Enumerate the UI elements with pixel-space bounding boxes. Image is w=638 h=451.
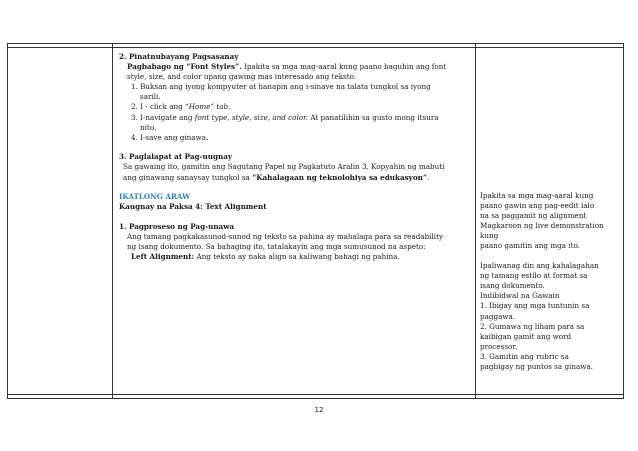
- topic-heading: Kaugnay na Paksa 4: Text Alignment: [119, 202, 267, 212]
- application-line2: ang ginawang sanaysay tungkol sa “Kahalagaan ng teknolohiya sa edukasyon”.: [123, 172, 430, 182]
- step-1: 1. Buksan ang iyong kompyuter at hanapin ang i-sinave na talata tungkol sa iyong: [131, 82, 431, 92]
- remark-line: kaibigan gamit ang word: [480, 331, 572, 341]
- remark-line: kung: [480, 231, 499, 241]
- column-divider-right: [475, 44, 476, 398]
- remark-line: paano gamitin ang mga ito.: [480, 241, 580, 251]
- step-1-cont: sarili.: [140, 92, 161, 102]
- remark-line: Indibidwal na Gawain: [480, 291, 560, 301]
- step-3-cont: nito.: [140, 122, 157, 132]
- table-bottom-double-rule: [8, 394, 623, 395]
- remark-line: processor.: [480, 341, 518, 351]
- section-processing-heading: 1. Pagproseso ng Pag-unawa: [119, 221, 235, 231]
- step-2: 2. I - click ang “Home” tab.: [131, 102, 231, 112]
- page-number: 12: [314, 406, 324, 414]
- guided-practice-intro: Pagbabago ng “Font Styles”. Ipakita sa mga mag-aaral kung paano baguhin ang font: [127, 62, 447, 72]
- remark-line: paano gawin ang pag-eedit lalo: [480, 201, 595, 211]
- guided-practice-intro-line2: style, size, and color upang gawing mas interesado ang teksto.: [127, 72, 357, 82]
- column-divider-left: [112, 44, 113, 398]
- day-label: IKATLONG ARAW: [119, 192, 191, 202]
- application-line1: Sa gawaing ito, gamitin ang Sagutang Papel ng Pagkatuto Aralin 3. Kopyahin ng mabuti: [123, 162, 445, 172]
- remark-line: 1. Ibigay ang mga tuntunin sa: [480, 301, 590, 311]
- step-3: 3. I-navigate ang font type, style, size, and color. At panatilihin sa gusto mong itsura: [131, 112, 439, 122]
- section-guided-practice-heading: 2. Pinatnubayang Pagsasanay: [119, 52, 239, 61]
- section-application-heading: 3. Paglalapat at Pag-uugnay: [119, 152, 233, 162]
- remark-line: Magkaroon ng live demonstration: [480, 221, 604, 231]
- left-alignment-item: Left Alignment: Ang teksto ay naka align sa kaliwang bahagi ng pahina.: [131, 252, 400, 262]
- remark-line: 3. Gamitin ang rubric sa: [480, 351, 569, 361]
- remark-line: 2. Gumawa ng liham para sa: [480, 321, 585, 331]
- remark-line: pagbigay ng puntos sa ginawa.: [480, 362, 593, 371]
- remark-line: Ipaliwanag din ang kahalagahan: [480, 261, 599, 271]
- step-4: 4. I-save ang ginawa.: [131, 132, 209, 142]
- processing-line1: Ang tamang pagkakasunod-sunod ng teksto sa pahina ay mahalaga para sa readability: [127, 231, 444, 241]
- remark-line: isang dokumento.: [480, 281, 545, 291]
- table-top-double-rule: [8, 47, 623, 48]
- remarks-column: [480, 191, 624, 372]
- remark-line: Ipakita sa mga mag-aaral kung: [480, 191, 594, 200]
- remark-line: ng tamang estilo at format sa: [480, 271, 588, 281]
- remark-line: na sa paggamit ng alignment: [480, 211, 587, 221]
- procedure-column: [119, 52, 471, 262]
- processing-line2: ng isang dokumento. Sa bahaging ito, tatalakayin ang mga sumusunod na aspeto:: [127, 242, 426, 251]
- lesson-table: [7, 43, 624, 399]
- remark-line: paggawa.: [480, 311, 516, 321]
